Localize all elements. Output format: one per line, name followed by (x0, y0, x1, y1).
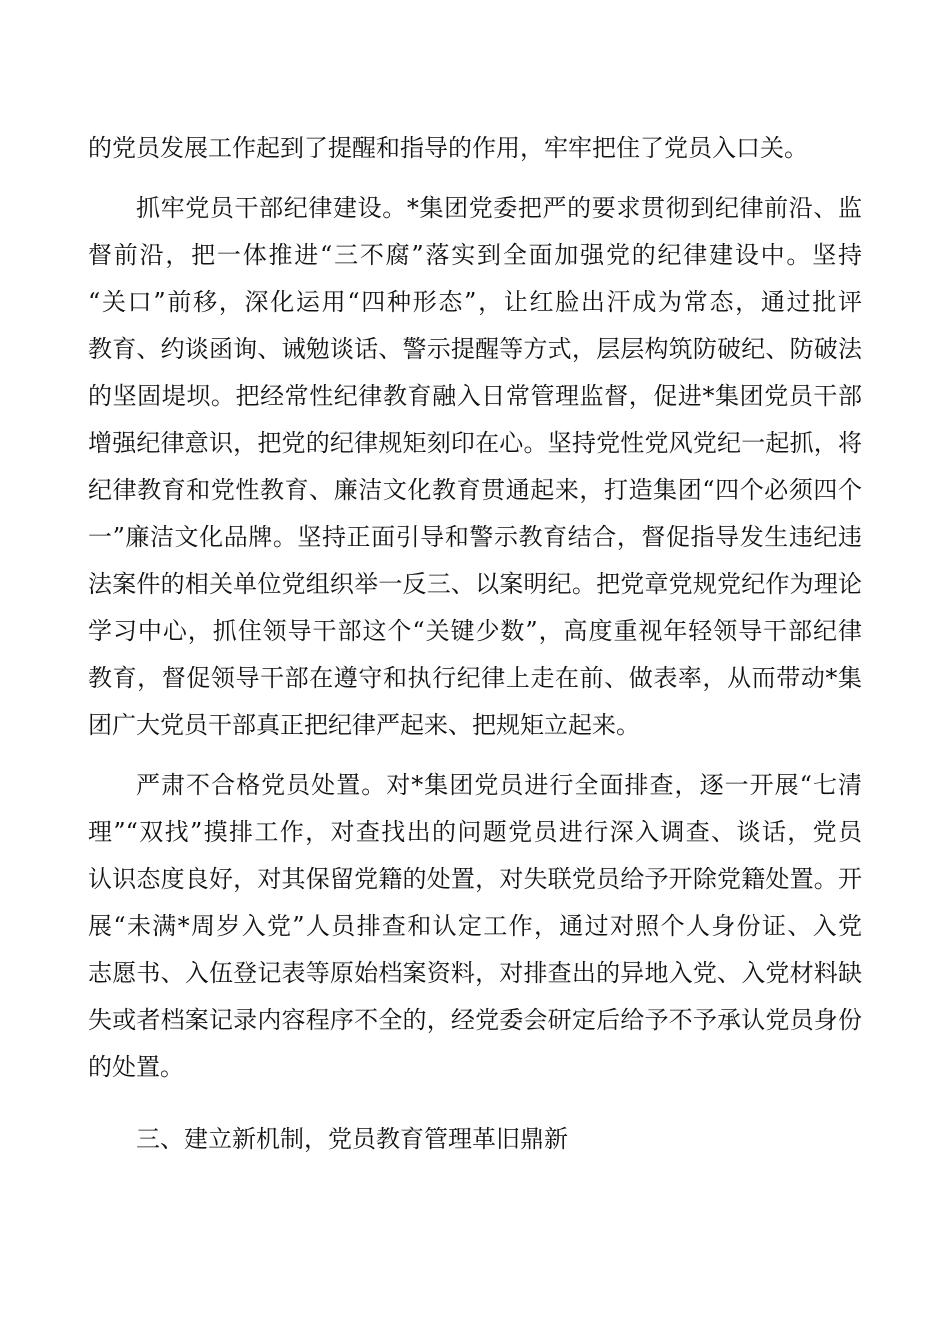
paragraph-line: 的坚固堤坝。把经常性纪律教育融入日常管理监督，促进*集团党员干部 (88, 382, 862, 410)
paragraph-line: “关口”前移，深化运用“四种形态”，让红脸出汗成为常态，通过批评 (88, 288, 862, 316)
paragraph-line: 教育，督促领导干部在遵守和执行纪律上走在前、做表率，从而带动*集 (88, 664, 862, 692)
paragraph-line: 认识态度良好，对其保留党籍的处置，对失联党员给予开除党籍处置。开 (88, 865, 862, 893)
paragraph-line: 一”廉洁文化品牌。坚持正面引导和警示教育结合，督促指导发生违纪违 (88, 523, 862, 551)
paragraph-line: 展“未满*周岁入党”人员排查和认定工作，通过对照个人身份证、入党 (88, 912, 862, 940)
paragraph-line: 抓牢党员干部纪律建设。*集团党委把严的要求贯彻到纪律前沿、监 (136, 194, 862, 222)
paragraph-line: 严肃不合格党员处置。对*集团党员进行全面排查，逐一开展“七清 (136, 771, 862, 799)
paragraph-line: 督前沿，把一体推进“三不腐”落实到全面加强党的纪律建设中。坚持 (88, 241, 862, 269)
paragraph-line: 学习中心，抓住领导干部这个“关键少数”，高度重视年轻领导干部纪律 (88, 617, 862, 645)
paragraph-line: 志愿书、入伍登记表等原始档案资料，对排查出的异地入党、入党材料缺 (88, 959, 862, 987)
paragraph-line: 失或者档案记录内容程序不全的，经党委会研定后给予不予承认党员身份 (88, 1006, 862, 1034)
paragraph-line: 增强纪律意识，把党的纪律规矩刻印在心。坚持党性党风党纪一起抓，将 (88, 429, 862, 457)
paragraph-line: 法案件的相关单位党组织举一反三、以案明纪。把党章党规党纪作为理论 (88, 570, 862, 598)
paragraph-line: 团广大党员干部真正把纪律严起来、把规矩立起来。 (88, 711, 640, 739)
paragraph-line: 纪律教育和党性教育、廉洁文化教育贯通起来，打造集团“四个必须四个 (88, 476, 862, 504)
paragraph-line: 的党员发展工作起到了提醒和指导的作用，牢牢把住了党员入口关。 (88, 134, 808, 162)
paragraph-line: 的处置。 (88, 1053, 184, 1081)
paragraph-line: 理”“双找”摸排工作，对查找出的问题党员进行深入调查、谈话，党员 (88, 818, 862, 846)
paragraph-line: 教育、约谈函询、诫勉谈话、警示提醒等方式，层层构筑防破纪、防破法 (88, 335, 862, 363)
section-heading: 三、建立新机制，党员教育管理革旧鼎新 (136, 1125, 568, 1153)
